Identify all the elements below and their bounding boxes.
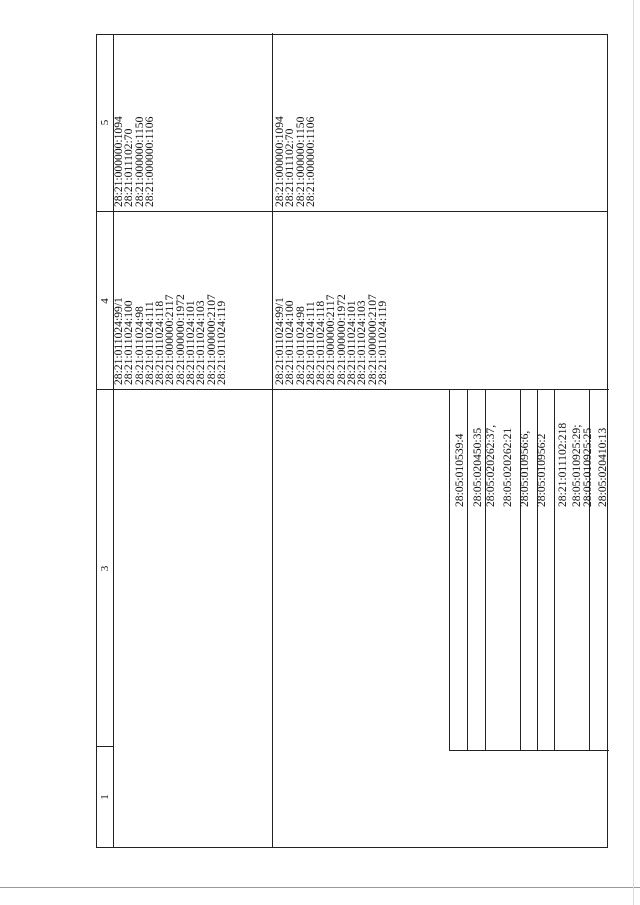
list-item: 28:21:000000:1094 xyxy=(112,116,125,207)
list-item: 28:21:000000:1094 xyxy=(273,116,286,207)
list-item: 28:21:000000:1972 xyxy=(173,294,187,385)
row2-col3-list xyxy=(275,294,388,385)
list-item: 28:21:011024:98 xyxy=(132,306,146,385)
list-item: 28:21:000000:1972 xyxy=(334,294,348,385)
list-item: 28:21:011102:218 xyxy=(556,422,569,507)
list-item: 28:21:000000:2117 xyxy=(324,294,338,385)
list-item: 28:21:000000:2107 xyxy=(365,294,379,385)
list-item: 28:21:000000:1150 xyxy=(132,116,146,207)
list-item: 28:21:011024:98 xyxy=(293,306,307,385)
list-item: 28:05:010925:25 xyxy=(580,427,594,507)
list-item: 28:21:011024:100 xyxy=(283,300,297,385)
col-sep-4 xyxy=(97,211,607,212)
subtable-top xyxy=(449,390,450,751)
scan-edge-line xyxy=(0,887,640,888)
list-item: 28:21:011024:101 xyxy=(345,300,359,385)
list-item: 28:21:011024:118 xyxy=(153,300,167,385)
list-item: 28:05:010956:2 xyxy=(535,433,548,507)
list-item: 28:21:011024:118 xyxy=(314,300,328,385)
row2-col5-list xyxy=(275,116,316,207)
header-col-5: 4 xyxy=(99,298,111,304)
list-item: 28:21:011024:111 xyxy=(142,301,156,385)
list-item: 28:05:010956:6, xyxy=(518,430,531,507)
data-table xyxy=(96,34,608,848)
list-item: 28:21:011024:119 xyxy=(214,300,228,385)
rotated-table xyxy=(96,34,608,848)
list-item: 28:21:011102:70 xyxy=(283,128,297,207)
header-col-3: 3 xyxy=(99,565,111,572)
row1-col3-list xyxy=(114,294,227,385)
list-item: 28:21:011024:103 xyxy=(355,300,369,385)
list-item: 28:05:010925:29; xyxy=(569,424,583,507)
list-item: 28:05:020262:21 xyxy=(501,427,514,507)
list-item: 28:21:000000:2107 xyxy=(204,294,218,385)
list-item: 28:21:000000:1106 xyxy=(303,116,317,207)
list-item: 28:05:020410:13 xyxy=(595,427,609,507)
list-item: 28:21:011024:99/1 xyxy=(112,297,125,385)
header-col-5-label: 5 xyxy=(99,119,111,126)
list-item: 28:21:000000:1106 xyxy=(142,116,156,207)
list-item: 28:21:011102:70 xyxy=(122,128,136,207)
list-item: 28:05:010539:4 xyxy=(453,433,466,507)
header-col-1: 1 xyxy=(99,794,111,800)
subtable-border-right xyxy=(449,389,609,390)
col-sep-2 xyxy=(97,746,114,747)
row1-col5-list xyxy=(114,116,155,207)
list-item: 28:21:011024:101 xyxy=(184,300,198,385)
list-item: 28:21:000000:1150 xyxy=(293,116,307,207)
list-item: 28:21:011024:99/1 xyxy=(273,297,286,385)
list-item: 28:21:011024:100 xyxy=(122,300,136,385)
list-item: 28:21:000000:2117 xyxy=(163,294,177,385)
subtable-entries xyxy=(451,423,611,507)
list-item: 28:21:011024:119 xyxy=(375,300,389,385)
subtable-border-left xyxy=(449,750,609,751)
list-item: 28:05:020450:35 xyxy=(470,427,484,507)
scan-edge-line xyxy=(633,0,634,905)
list-item: 28:21:011024:103 xyxy=(194,300,208,385)
list-item: 28:21:011024:111 xyxy=(303,301,317,385)
list-item: 28:05:020262:37, xyxy=(484,424,497,507)
